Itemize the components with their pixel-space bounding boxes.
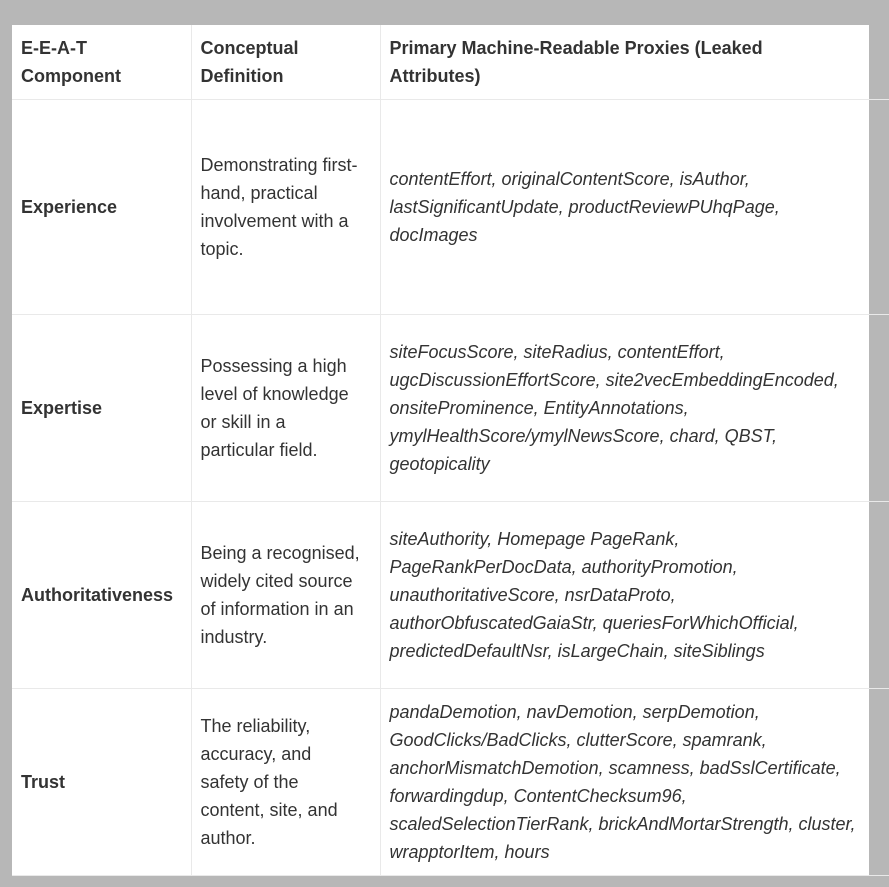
document-page — [12, 25, 869, 875]
definition-line: Demonstrating first- — [200, 155, 358, 175]
proxies-line: anchorMismatchDemotion, scamness, badSslCertificate, — [389, 758, 841, 778]
component-cell: Authoritativeness — [12, 502, 191, 689]
proxies-line: siteFocusScore, siteRadius, contentEffort, — [389, 342, 725, 362]
definition-line: safety of the — [200, 772, 299, 792]
header-text-line: E-E-A-T — [21, 38, 87, 58]
definition-line: accuracy, and — [200, 744, 312, 764]
proxies-line: authorObfuscatedGaiaStr, queriesForWhichOfficial, — [389, 613, 799, 633]
definition-cell — [191, 100, 380, 315]
definition-line: The reliability, — [200, 716, 311, 736]
table-row-expertise — [12, 315, 889, 502]
proxies-line: contentEffort, originalContentScore, isAuthor, — [389, 169, 750, 189]
definition-line: of information in an — [200, 599, 354, 619]
proxies-line: ymylHealthScore/ymylNewsScore, chard, QBST, — [389, 426, 777, 446]
proxies-line: predictedDefaultNsr, isLargeChain, siteSiblings — [389, 641, 765, 661]
component-cell: Trust — [12, 689, 191, 876]
definition-line: involvement with a — [200, 211, 349, 231]
proxies-line: GoodClicks/BadClicks, clutterScore, spamrank, — [389, 730, 767, 750]
header-text-line: Conceptual — [200, 38, 299, 58]
table-row-experience — [12, 100, 889, 315]
definition-line: Possessing a high — [200, 356, 347, 376]
table-header-row — [12, 25, 889, 100]
proxies-line: scaledSelectionTierRank, brickAndMortarStrength, cluster, — [389, 814, 856, 834]
header-component — [12, 25, 191, 100]
proxies-line: onsiteProminence, EntityAnnotations, — [389, 398, 689, 418]
header-text-line: Definition — [200, 66, 284, 86]
proxies-cell — [380, 502, 889, 689]
proxies-line: forwardingdup, ContentChecksum96, — [389, 786, 687, 806]
definition-line: author. — [200, 828, 256, 848]
proxies-cell — [380, 315, 889, 502]
proxies-cell — [380, 689, 889, 876]
definition-line: topic. — [200, 239, 244, 259]
definition-line: industry. — [200, 627, 268, 647]
proxies-line: pandaDemotion, navDemotion, serpDemotion, — [389, 702, 760, 722]
definition-cell — [191, 315, 380, 502]
definition-cell — [191, 502, 380, 689]
component-cell: Experience — [12, 100, 191, 315]
proxies-line: geotopicality — [389, 454, 490, 474]
header-definition — [191, 25, 380, 100]
definition-line: particular field. — [200, 440, 318, 460]
definition-cell — [191, 689, 380, 876]
definition-line: or skill in a — [200, 412, 286, 432]
proxies-line: lastSignificantUpdate, productReviewPUhqPage, — [389, 197, 780, 217]
table-row-authoritativeness — [12, 502, 889, 689]
definition-line: level of knowledge — [200, 384, 349, 404]
proxies-cell — [380, 100, 889, 315]
proxies-line: docImages — [389, 225, 478, 245]
component-cell: Expertise — [12, 315, 191, 502]
proxies-line: PageRankPerDocData, authorityPromotion, — [389, 557, 738, 577]
proxies-line: siteAuthority, Homepage PageRank, — [389, 529, 680, 549]
header-proxies — [380, 25, 889, 100]
eeat-proxies-table — [12, 25, 889, 876]
header-text-line: Attributes) — [389, 66, 481, 86]
table-row-trust — [12, 689, 889, 876]
header-text-line: Component — [21, 66, 121, 86]
proxies-line: ugcDiscussionEffortScore, site2vecEmbeddingEncoded, — [389, 370, 839, 390]
definition-line: widely cited source — [200, 571, 353, 591]
definition-line: content, site, and — [200, 800, 338, 820]
definition-line: Being a recognised, — [200, 543, 360, 563]
definition-line: hand, practical — [200, 183, 318, 203]
proxies-line: unauthoritativeScore, nsrDataProto, — [389, 585, 676, 605]
header-text-line: Primary Machine-Readable Proxies (Leaked — [389, 38, 763, 58]
proxies-line: wrapptorItem, hours — [389, 842, 550, 862]
